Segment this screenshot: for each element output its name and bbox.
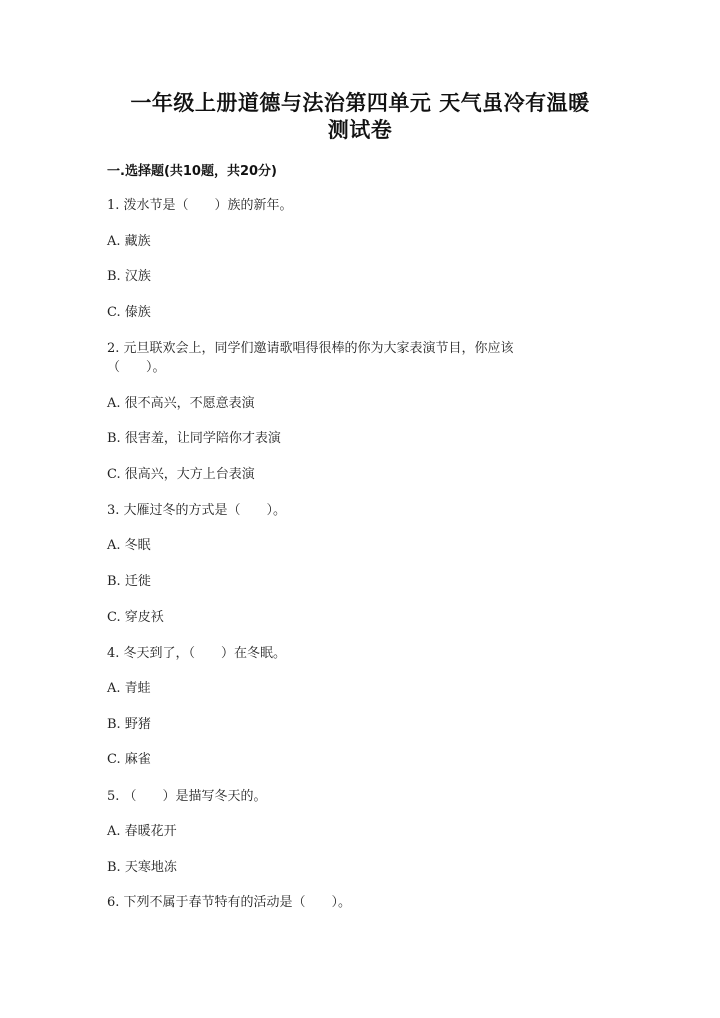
question-3-option-a: A. 冬眠 bbox=[107, 538, 151, 553]
question-5-option-b: B. 天寒地冻 bbox=[107, 860, 177, 875]
question-1-stem: 1. 泼水节是（ ）族的新年。 bbox=[107, 198, 293, 213]
question-4-option-c: C. 麻雀 bbox=[107, 752, 151, 767]
document-title-line2: 测试卷 bbox=[327, 118, 393, 142]
section-heading: 一.选择题(共10题，共20分) bbox=[107, 164, 278, 179]
question-2-option-b: B. 很害羞，让同学陪你才表演 bbox=[107, 431, 281, 446]
question-5-option-a: A. 春暖花开 bbox=[107, 824, 177, 839]
question-3-option-c: C. 穿皮袄 bbox=[107, 610, 164, 625]
question-2-option-a: A. 很不高兴，不愿意表演 bbox=[107, 396, 255, 411]
question-2-stem-cont: （ ）。 bbox=[107, 360, 166, 375]
question-2-option-c: C. 很高兴，大方上台表演 bbox=[107, 467, 255, 482]
question-4-option-b: B. 野猪 bbox=[107, 717, 151, 732]
question-2-stem: 2. 元旦联欢会上，同学们邀请歌唱得很棒的你为大家表演节目，你应该 bbox=[107, 341, 514, 356]
question-1-option-c: C. 傣族 bbox=[107, 305, 151, 320]
document-title-line1: 一年级上册道德与法治第四单元 天气虽冷有温暖 bbox=[130, 91, 590, 115]
question-1-option-a: A. 藏族 bbox=[107, 234, 151, 249]
question-4-stem: 4. 冬天到了，（ ）在冬眠。 bbox=[107, 646, 287, 661]
question-1-option-b: B. 汉族 bbox=[107, 269, 151, 284]
question-3-stem: 3. 大雁过冬的方式是（ ）。 bbox=[107, 503, 287, 518]
question-3-option-b: B. 迁徙 bbox=[107, 574, 151, 589]
question-4-option-a: A. 青蛙 bbox=[107, 681, 151, 696]
question-6-stem: 6. 下列不属于春节特有的活动是（ ）。 bbox=[107, 895, 352, 910]
question-5-stem: 5. （ ）是描写冬天的。 bbox=[107, 789, 267, 804]
